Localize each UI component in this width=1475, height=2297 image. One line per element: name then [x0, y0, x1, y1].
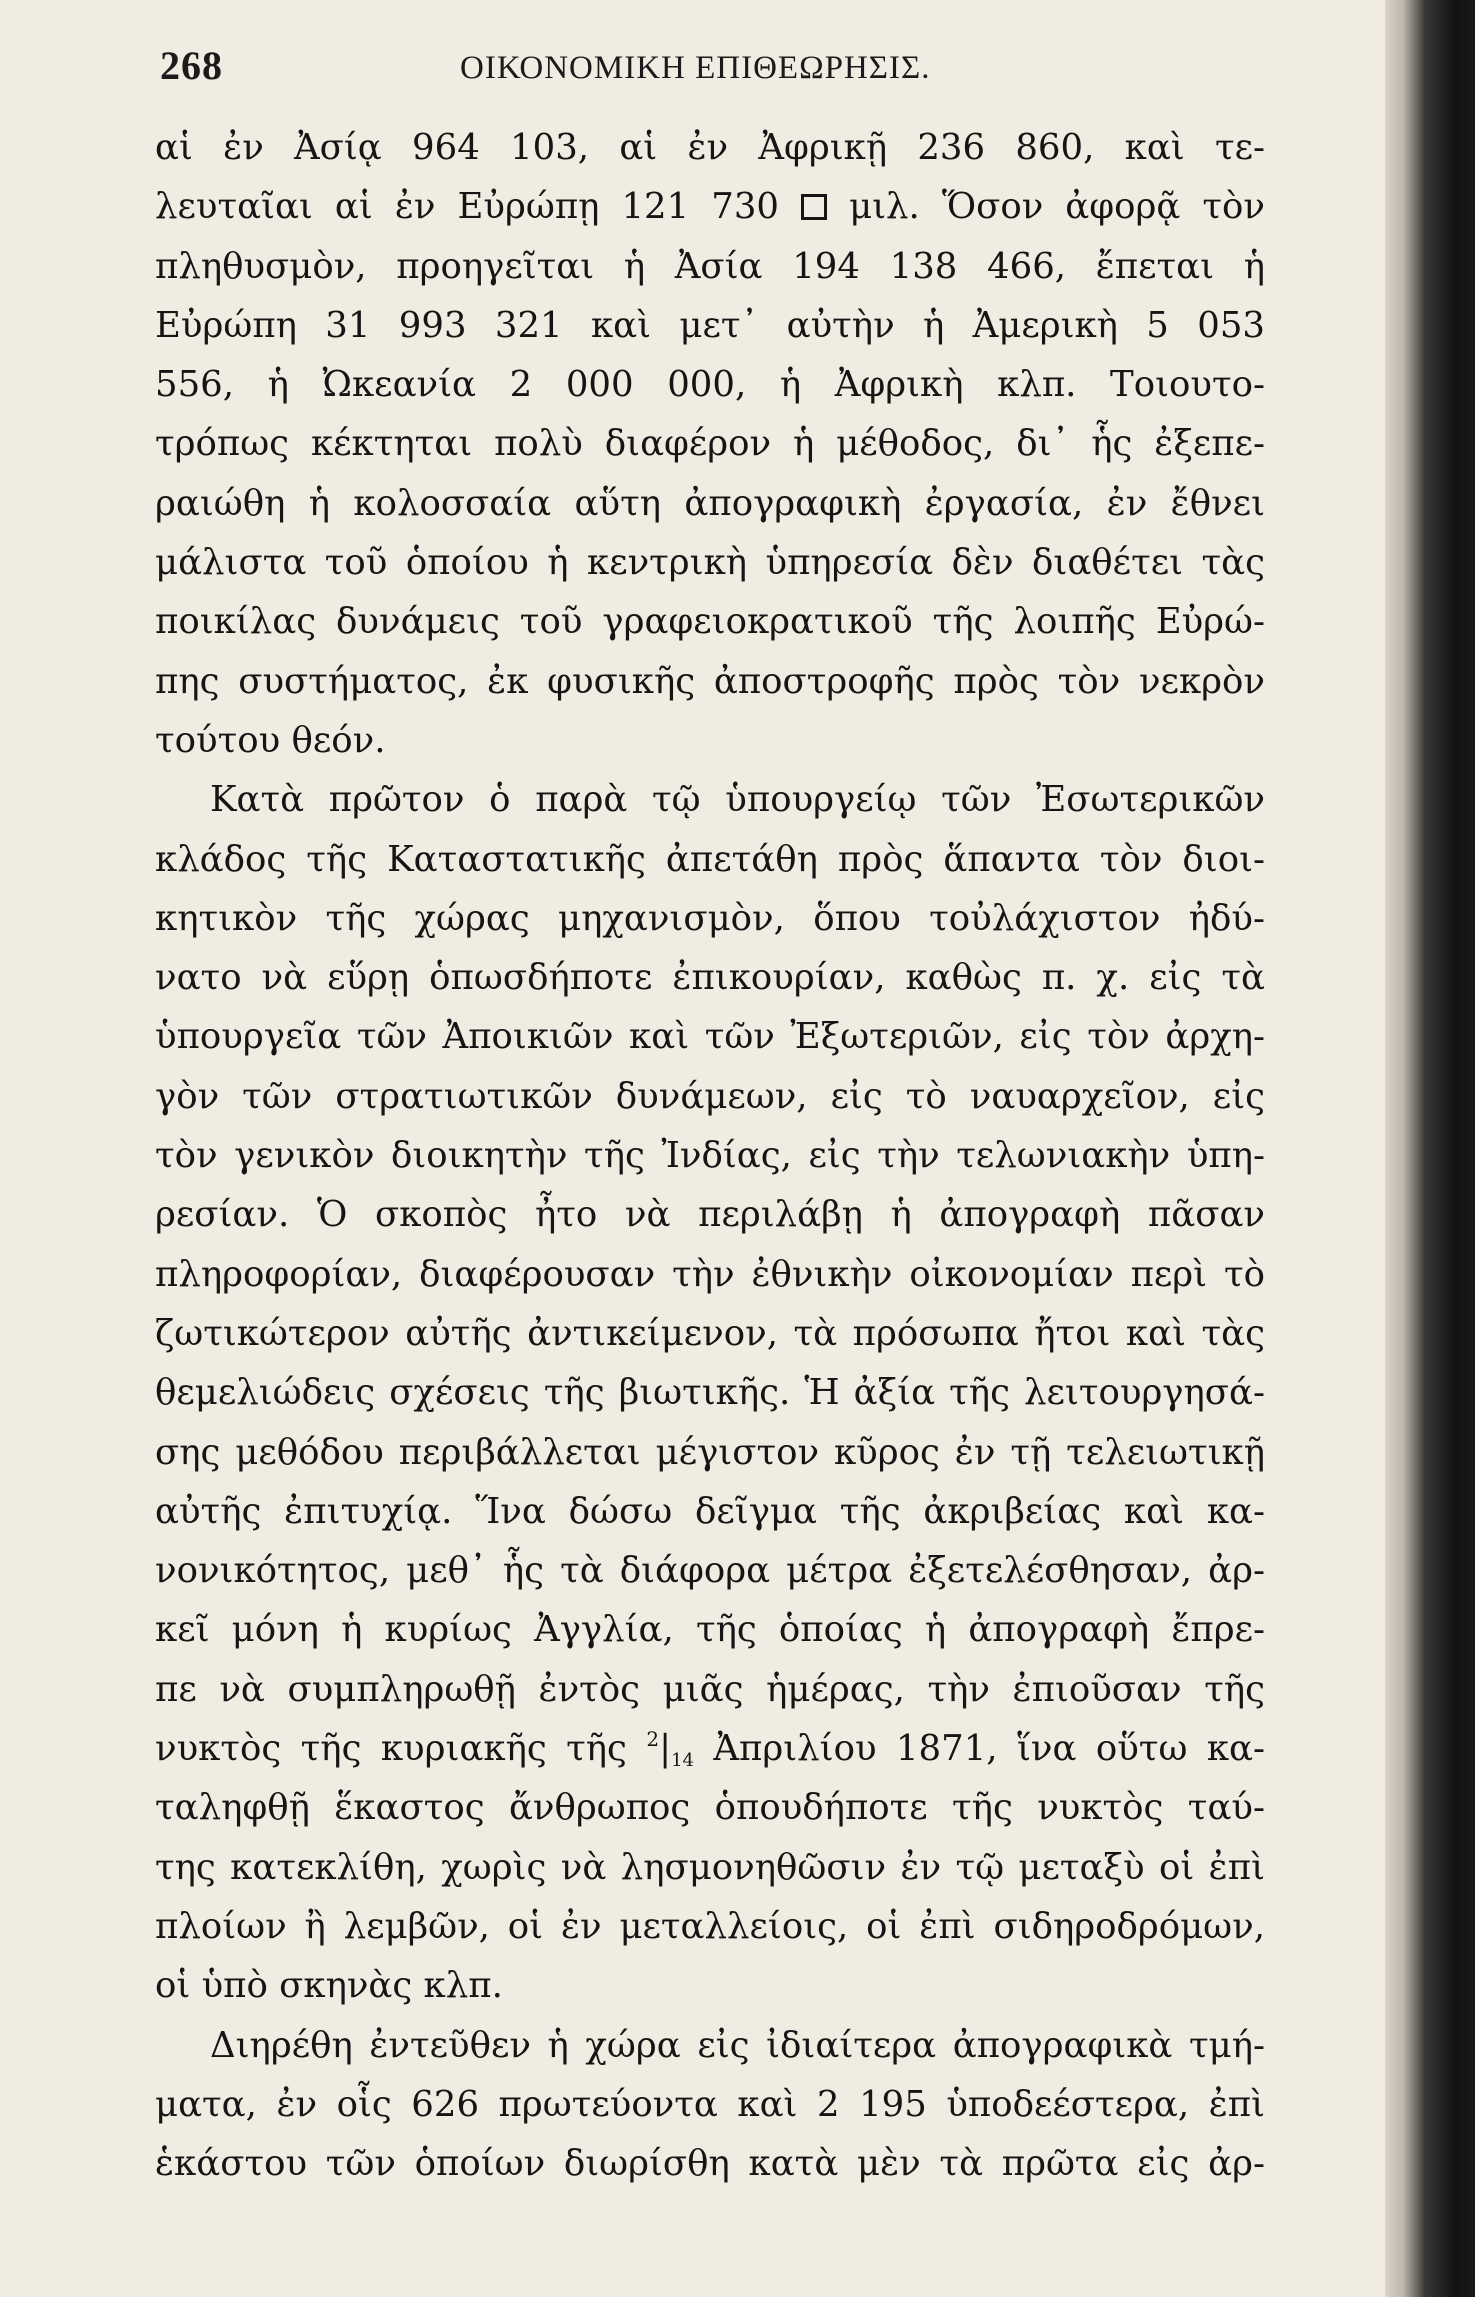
- text-line: ρεσίαν. Ὁ σκοπὸς ἦτο νὰ περιλάβῃ ἡ ἀπογραφὴ πᾶσαν: [155, 1194, 1265, 1236]
- text-line: νυκτὸς τῆς κυριακῆς τῆς $^2|_{14}$ Ἀπριλίου 1871, ἵνα οὕτω κα-: [155, 1727, 1265, 1772]
- page-number: 268: [160, 43, 223, 88]
- text-line: πλοίων ἢ λεμβῶν, οἱ ἐν μεταλλείοις, οἱ ἐπὶ σιδηροδρόμων,: [155, 1905, 1265, 1947]
- text-line: νατο νὰ εὕρῃ ὁπωσδήποτε ἐπικουρίαν, καθὼς π. χ. εἰς τὰ: [155, 957, 1265, 999]
- text-line: ματα, ἐν οἷς 626 πρωτεύοντα καὶ 2 195 ὑποδεέστερα, ἐπὶ: [155, 2083, 1265, 2125]
- square-miles-symbol: [801, 194, 827, 220]
- text-line: Εὐρώπη 31 993 321 καὶ μετ᾽ αὐτὴν ἡ Ἀμερικὴ 5 053: [155, 304, 1265, 346]
- paragraph-end-line: οἱ ὑπὸ σκηνὰς κλπ.: [155, 1965, 503, 2007]
- text-line: νονικότητος, μεθ᾽ ἧς τὰ διάφορα μέτρα ἐξετελέσθησαν, ἀρ-: [155, 1550, 1265, 1592]
- text-line: πληροφορίαν, διαφέρουσαν τὴν ἐθνικὴν οἰκονομίαν περὶ τὸ: [155, 1253, 1265, 1295]
- text-line: αἱ ἐν Ἀσίᾳ 964 103, αἱ ἐν Ἀφρικῇ 236 860, καὶ τε-: [155, 127, 1265, 168]
- text-line: ὑπουργεῖα τῶν Ἀποικιῶν καὶ τῶν Ἐξωτεριῶν, εἰς τὸν ἀρχη-: [155, 1016, 1265, 1058]
- text-line: κλάδος τῆς Καταστατικῆς ἀπετάθη πρὸς ἅπαντα τὸν διοι-: [155, 838, 1265, 880]
- text-line: κεῖ μόνη ἡ κυρίως Ἀγγλία, τῆς ὁποίας ἡ ἀπογραφὴ ἔπρε-: [155, 1609, 1265, 1651]
- text-line: σης μεθόδου περιβάλλεται μέγιστον κῦρος ἐν τῇ τελειωτικῇ: [155, 1431, 1265, 1473]
- text-line: γὸν τῶν στρατιωτικῶν δυνάμεων, εἰς τὸ ναυαρχεῖον, εἰς: [155, 1075, 1265, 1117]
- text-line: ἑκάστου τῶν ὁποίων διωρίσθη κατὰ μὲν τὰ πρῶτα εἰς ἀρ-: [155, 2143, 1265, 2185]
- paragraph-start-line: Κατὰ πρῶτον ὁ παρὰ τῷ ὑπουργείῳ τῶν Ἐσωτερικῶν: [210, 779, 1265, 821]
- paragraph-start-line: Διηρέθη ἐντεῦθεν ἡ χώρα εἰς ἰδιαίτερα ἀπογραφικὰ τμή-: [210, 2024, 1265, 2066]
- text-segment: μιλ. Ὅσον ἀφορᾷ τὸν: [849, 186, 1265, 228]
- text-segment: Ἀπριλίου 1871, ἵνα οὕτω κα-: [713, 1728, 1265, 1770]
- text-line: αὐτῆς ἐπιτυχίᾳ. Ἵνα δώσω δεῖγμα τῆς ἀκριβείας καὶ κα-: [155, 1490, 1265, 1532]
- running-title: ΟΙΚΟΝΟΜΙΚΗ ΕΠΙΘΕΩΡΗΣΙΣ.: [460, 50, 931, 86]
- text-line: τρόπως κέκτηται πολὺ διαφέρον ἡ μέθοδος, δι᾽ ἧς ἐξεπε-: [155, 423, 1265, 465]
- date-fraction-numerator: 2: [646, 1727, 660, 1752]
- text-line: πης συστήματος, ἐκ φυσικῆς ἀποστροφῆς πρὸς τὸν νεκρὸν: [155, 660, 1265, 702]
- paragraph-end-line: τούτου θεόν.: [155, 719, 386, 761]
- body-text: [155, 118, 1265, 2193]
- text-line: πε νὰ συμπληρωθῇ ἐντὸς μιᾶς ἡμέρας, τὴν ἐπιοῦσαν τῆς: [155, 1668, 1265, 1710]
- text-line: θεμελιώδεις σχέσεις τῆς βιωτικῆς. Ἡ ἀξία τῆς λειτουργησά-: [155, 1372, 1265, 1414]
- text-line: πληθυσμὸν, προηγεῖται ἡ Ἀσία 194 138 466, ἔπεται ἡ: [155, 245, 1265, 287]
- text-line: ραιώθη ἡ κολοσσαία αὕτη ἀπογραφικὴ ἐργασία, ἐν ἔθνει: [155, 482, 1265, 524]
- text-line: ταληφθῇ ἕκαστος ἄνθρωπος ὁπουδήποτε τῆς νυκτὸς ταύ-: [155, 1787, 1265, 1829]
- text-line: κητικὸν τῆς χώρας μηχανισμὸν, ὅπου τοὐλάχιστον ἠδύ-: [155, 897, 1265, 939]
- page-header: [160, 42, 1260, 102]
- date-fraction-denominator: 14: [671, 1750, 694, 1772]
- text-line: της κατεκλίθη, χωρὶς νὰ λησμονηθῶσιν ἐν τῷ μεταξὺ οἱ ἐπὶ: [155, 1846, 1265, 1888]
- text-line: [155, 177, 1265, 236]
- text-segment: λευταῖαι αἱ ἐν Εὐρώπῃ 121 730: [155, 186, 779, 228]
- text-line: τὸν γενικὸν διοικητὴν τῆς Ἰνδίας, εἰς τὴν τελωνιακὴν ὑπη-: [155, 1135, 1265, 1177]
- text-segment: νυκτὸς τῆς κυριακῆς τῆς: [155, 1728, 627, 1770]
- book-binding-edge: [1385, 0, 1475, 2297]
- text-line: 556, ἡ Ὠκεανία 2 000 000, ἡ Ἀφρικὴ κλπ. Τοιουτο-: [155, 364, 1265, 406]
- text-line: ποικίλας δυνάμεις τοῦ γραφειοκρατικοῦ τῆς λοιπῆς Εὐρώ-: [155, 601, 1265, 643]
- text-line: ζωτικώτερον αὐτῆς ἀντικείμενον, τὰ πρόσωπα ἤτοι καὶ τὰς: [155, 1312, 1265, 1354]
- text-line: μάλιστα τοῦ ὁποίου ἡ κεντρικὴ ὑπηρεσία δὲν διαθέτει τὰς: [155, 542, 1265, 584]
